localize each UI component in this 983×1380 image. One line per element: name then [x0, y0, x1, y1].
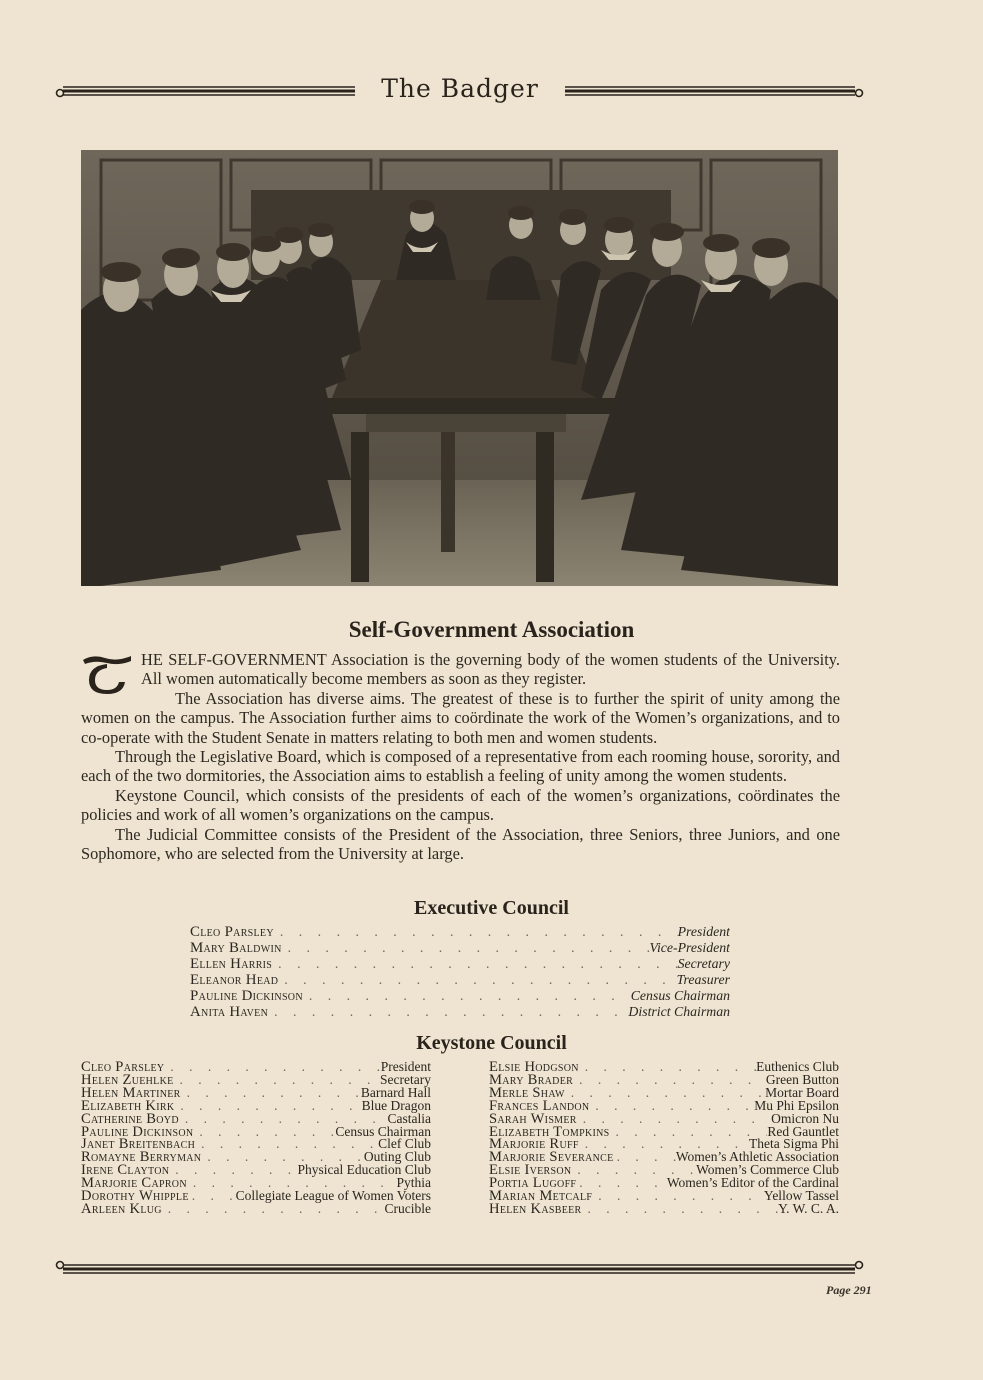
- list-item: Sarah Wismer . . . Omicron Nu: [489, 1113, 839, 1126]
- executive-council-title: Executive Council: [414, 897, 569, 919]
- list-item: Dorothy Whipple . . . Collegiate League of Women Voters: [81, 1190, 431, 1203]
- paragraph-2: The Association has diverse aims. The greatest of these is to further the spirit of unity among the women on the campus. The Association further aims to coördinate the work of the Women’s organizations, and to co-operate with the Student Senate in matters relating to both men and women students.: [81, 688, 840, 747]
- paragraph-1: HE SELF-GOVERNMENT Association is the governing body of the women students of the University. All women automatically become members as soon as they register.: [141, 650, 840, 689]
- list-item: Marian Metcalf . . . Yellow Tassel: [489, 1190, 839, 1203]
- list-item: Romayne Berryman . . . Outing Club: [81, 1151, 431, 1164]
- list-item: Pauline Dickinson . . . Census Chairman: [81, 1126, 431, 1139]
- list-item: Helen Zuehlke . . . Secretary: [81, 1074, 431, 1087]
- keystone-council-title: Keystone Council: [416, 1032, 567, 1054]
- keystone-list-left: [81, 1061, 431, 1216]
- footer-rule-ornament: [55, 1259, 865, 1279]
- paragraph-4: Keystone Council, which consists of the presidents of each of the women’s organizations, coördinates the policies and work of all women’s organizations on the campus.: [81, 785, 840, 825]
- list-item: Helen Kasbeer . . . Y. W. C. A.: [489, 1203, 839, 1216]
- list-item: Elsie Hodgson . . . Euthenics Club: [489, 1061, 839, 1074]
- keystone-list-right: [489, 1061, 839, 1216]
- executive-council-list: [190, 924, 730, 1021]
- paragraph-3: Through the Legislative Board, which is composed of a representative from each rooming house, sorority, and each of the two dormitories, the Association aims to establish a feeling of unity among the women students.: [81, 747, 840, 786]
- list-item: Pauline Dickinson . . . Census Chairman: [190, 988, 730, 1004]
- page-number: Page 291: [826, 1283, 872, 1297]
- group-photo: [81, 150, 838, 586]
- list-item: Cleo Parsley . . . President: [190, 924, 730, 940]
- list-item: Irene Clayton . . . Physical Education Club: [81, 1164, 431, 1177]
- group-photo-image: [81, 150, 838, 586]
- list-item: Anita Haven . . . District Chairman: [190, 1004, 730, 1020]
- list-item: Cleo Parsley . . . President: [81, 1061, 431, 1074]
- list-item: Elizabeth Kirk . . . Blue Dragon: [81, 1100, 431, 1113]
- list-item: Elizabeth Tompkins . . . Red Gauntlet: [489, 1126, 839, 1139]
- paragraph-5: The Judicial Committee consists of the President of the Association, three Seniors, three Juniors, and one Sophomore, who are selected from the University at large.: [81, 824, 840, 864]
- list-item: Janet Breitenbach . . . Clef Club: [81, 1138, 431, 1151]
- header-title: The Badger: [369, 74, 551, 103]
- list-item: Ellen Harris . . . Secretary: [190, 956, 730, 972]
- drop-cap-t-ornament: [81, 652, 133, 696]
- list-item: Eleanor Head . . . Treasurer: [190, 972, 730, 988]
- list-item: Marjorie Capron . . . Pythia: [81, 1177, 431, 1190]
- list-item: Mary Baldwin . . . Vice-President: [190, 940, 730, 956]
- list-item: Elsie Iverson . . . Women’s Commerce Club: [489, 1164, 839, 1177]
- page-header: [55, 72, 865, 108]
- footer-rule: [55, 1259, 865, 1279]
- list-item: Mary Brader . . . Green Button: [489, 1074, 839, 1087]
- list-item: Arleen Klug . . . Crucible: [81, 1203, 431, 1216]
- list-item: Merle Shaw . . . Mortar Board: [489, 1087, 839, 1100]
- list-item: Frances Landon . . . Mu Phi Epsilon: [489, 1100, 839, 1113]
- section-title: Self-Government Association: [348, 617, 635, 642]
- list-item: Portia Lugoff . . . Women’s Editor of the Cardinal: [489, 1177, 839, 1190]
- list-item: Marjorie Severance . . . Women’s Athletic Association: [489, 1151, 839, 1164]
- list-item: Helen Martiner . . . Barnard Hall: [81, 1087, 431, 1100]
- article-body: [81, 650, 840, 863]
- list-item: Catherine Boyd . . . Castalia: [81, 1113, 431, 1126]
- list-item: Marjorie Ruff . . . Theta Sigma Phi: [489, 1138, 839, 1151]
